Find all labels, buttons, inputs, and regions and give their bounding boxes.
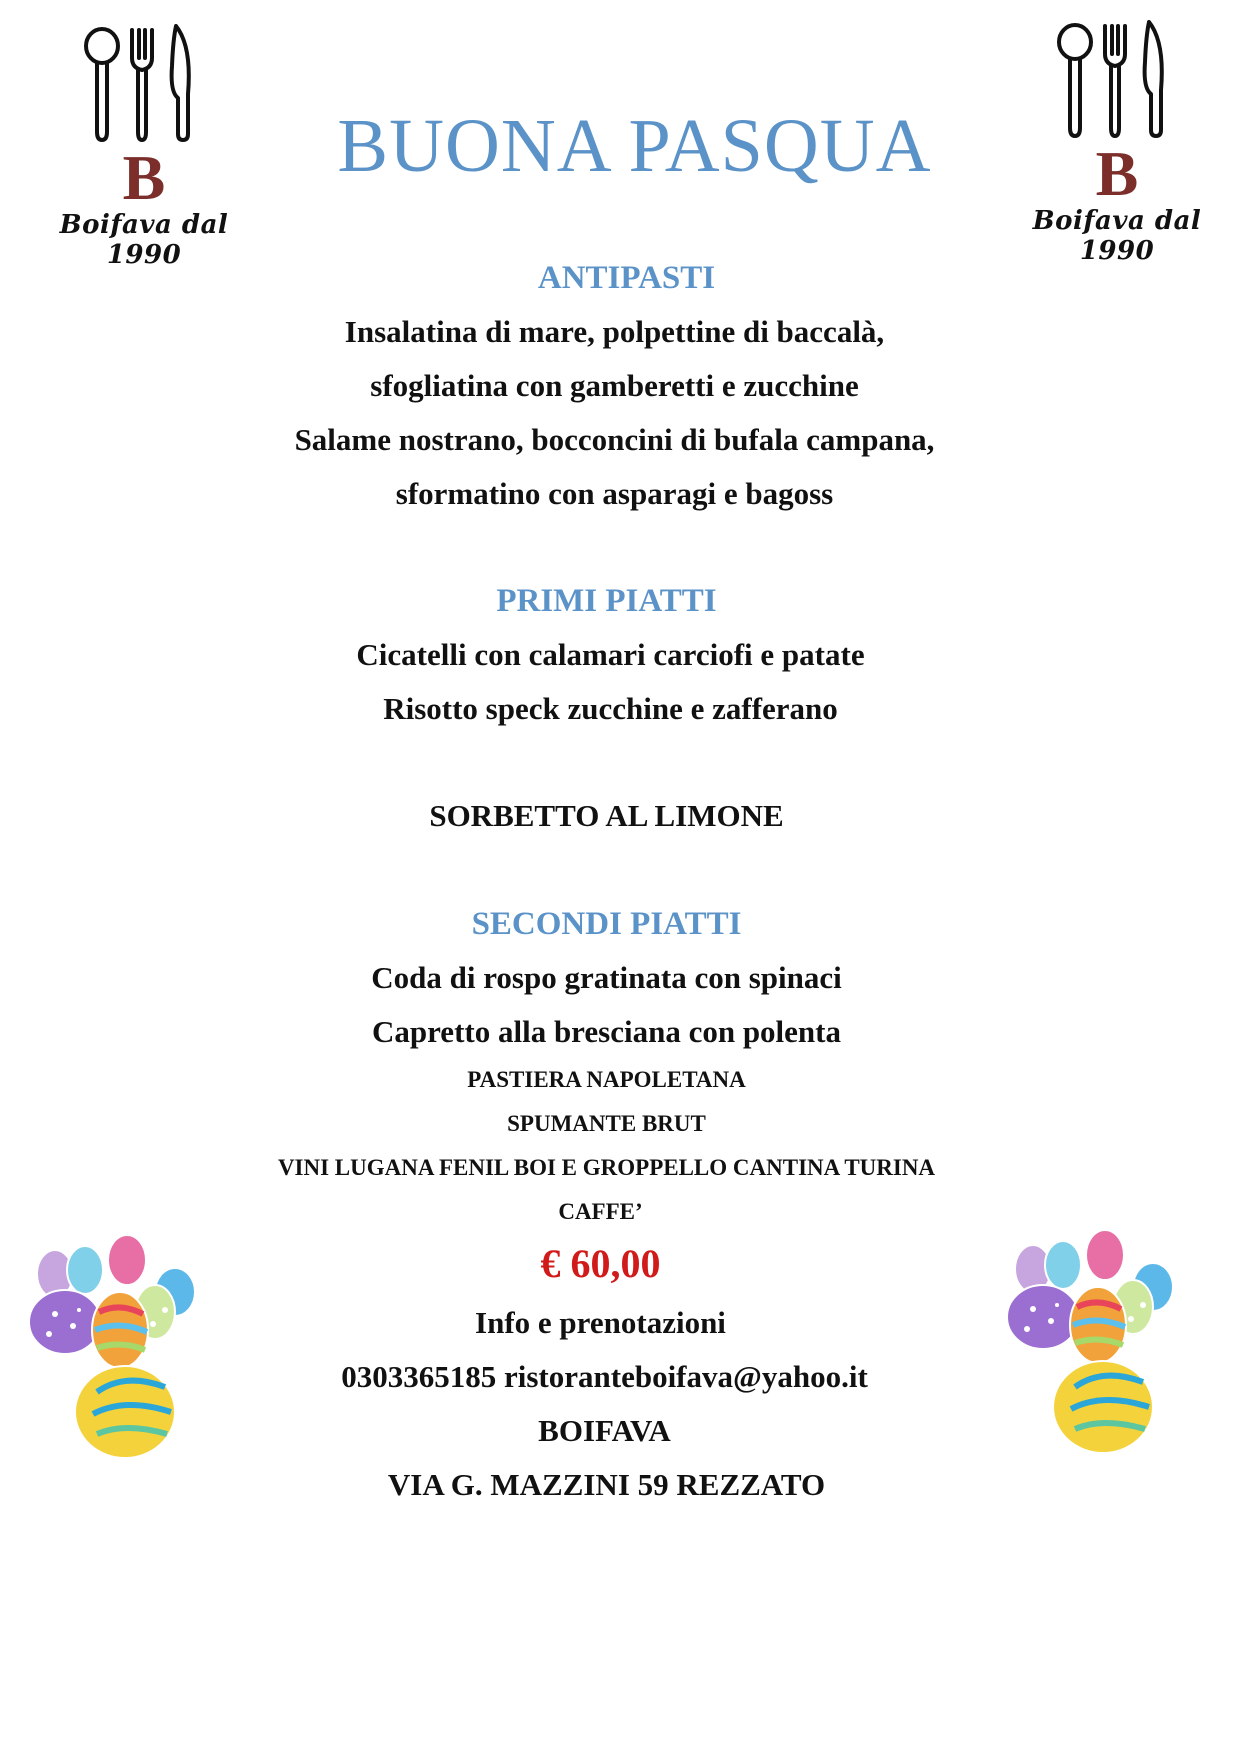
logo-monogram: B [122,142,166,213]
logo-monogram: B [1095,138,1139,209]
restaurant-name: BOIFAVA [538,1413,671,1448]
secondi-item: Coda di rospo gratinata con spinaci [371,960,842,995]
contact-label: Info e prenotazioni [475,1305,726,1340]
restaurant-address: VIA G. MAZZINI 59 REZZATO [387,1467,826,1502]
antipasti-item: Insalatina di mare, polpettine di baccalà, [344,314,885,349]
page-title: BUONA PASQUA [337,104,932,188]
extra-item: CAFFE’ [558,1199,643,1224]
secondi-heading: SECONDI PIATTI [471,906,742,942]
extra-item: PASTIERA NAPOLETANA [467,1067,746,1092]
logo-tagline: Boifava dal 1990 [1032,206,1202,266]
antipasti-heading: ANTIPASTI [537,260,716,296]
secondi-item: Capretto alla bresciana con polenta [371,1014,841,1049]
sorbetto-course: SORBETTO AL LIMONE [429,798,784,833]
easter-eggs-icon [15,1222,215,1462]
menu-price: € 60,00 [540,1241,661,1286]
antipasti-item: Salame nostrano, bocconcini di bufala campana, [294,422,935,457]
contact-phone-email: 0303365185 ristoranteboifava@yahoo.it [341,1359,868,1394]
primi-item: Cicatelli con calamari carciofi e patate [356,637,865,672]
primi-heading: PRIMI PIATTI [496,583,717,619]
extra-item: VINI LUGANA FENIL BOI E GROPPELLO CANTINA TURINA [277,1155,936,1180]
antipasti-item: sformatino con asparagi e bagoss [395,476,834,511]
primi-item: Risotto speck zucchine e zafferano [383,691,838,726]
logo-tagline: Boifava dal 1990 [59,210,229,270]
extra-item: SPUMANTE BRUT [507,1111,706,1136]
easter-eggs-icon [993,1217,1193,1457]
antipasti-item: sfogliatina con gamberetti e zucchine [370,368,859,403]
